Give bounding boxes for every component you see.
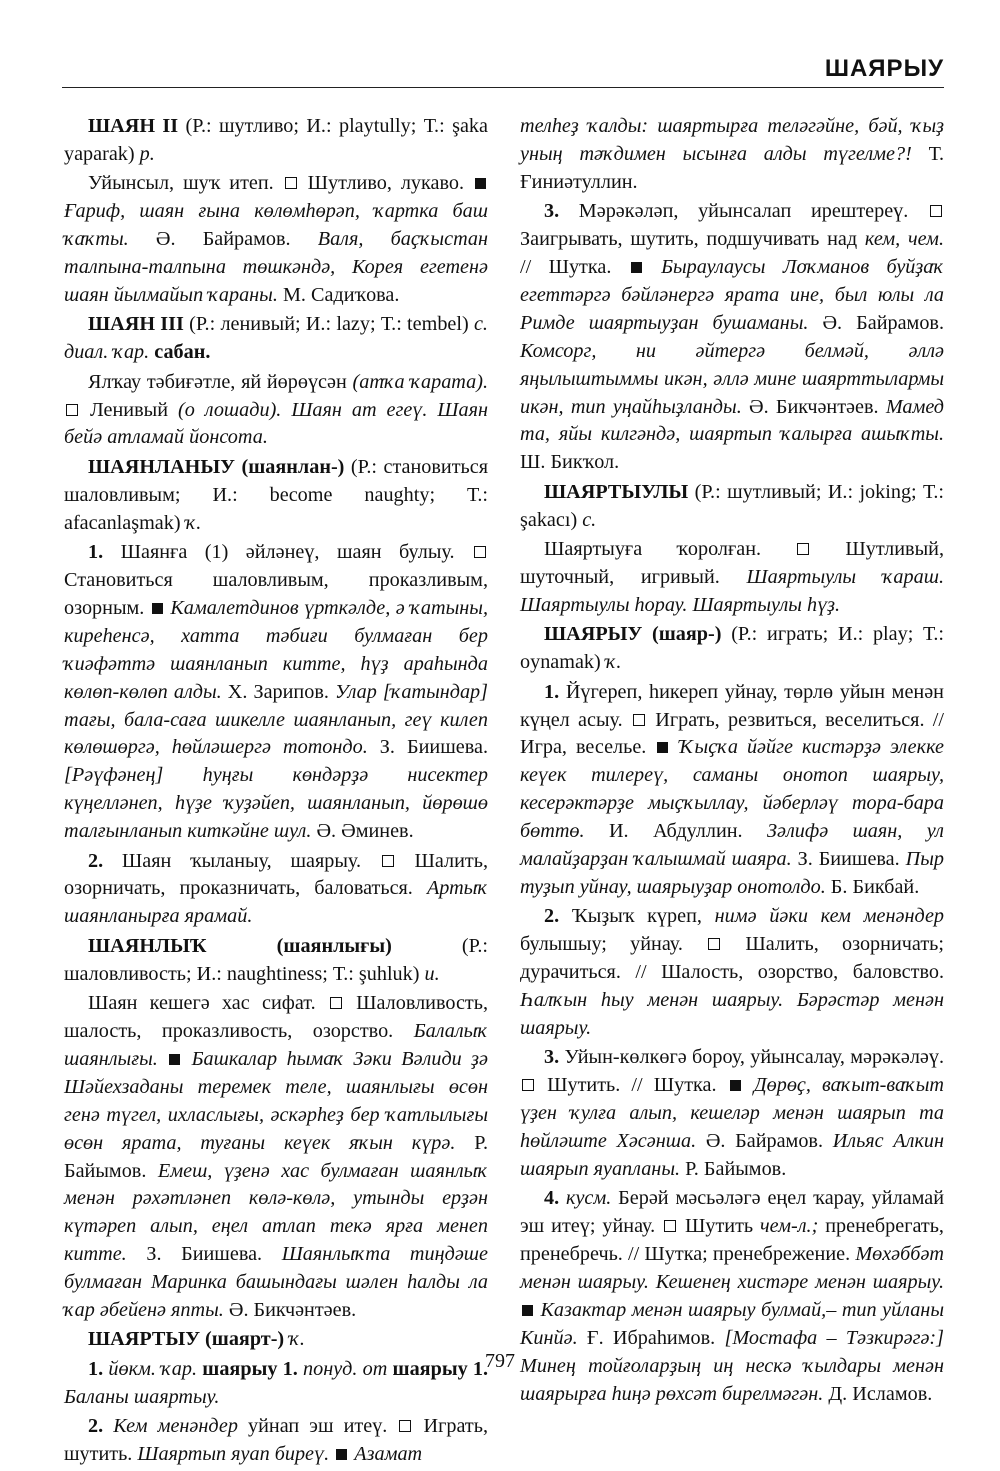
left-column xyxy=(64,113,488,1471)
text: Ш. Бикҡол. xyxy=(520,451,620,474)
text: Уйынсыл, шуҡ итеп. xyxy=(88,172,283,195)
dictionary-entry xyxy=(64,311,488,367)
text: Шалить, озорничать, проказничать, баловаться. xyxy=(64,849,488,900)
black-square-marker-icon xyxy=(152,603,163,614)
text: Шалить, озорничать; дурачиться. // Шалость, озорство, баловство. xyxy=(520,933,944,984)
italic-text: (о лошади). xyxy=(177,398,282,421)
definition-paragraph xyxy=(520,903,944,1043)
text: Ялҡау тәбиғәтле, яй йөрөүсән xyxy=(88,370,353,393)
italic-text: Шаянлыҡта тиңдәше булмаған Маринка башындағы шәлен һалды ла ҡар әбейенә япты. xyxy=(64,1243,488,1322)
text: Ә. Байрамов. xyxy=(696,1130,833,1153)
text: Шаян ҡыланыу, шаярыу. xyxy=(103,849,380,872)
text: Заигрывать, шутить, подшучивать над xyxy=(520,228,865,251)
definition-paragraph xyxy=(64,990,488,1325)
italic-text: Һалҡын һыу менән шаярыу. Бәрәстәр менән шаярыу. xyxy=(520,989,944,1039)
italic-text: Кем менәндер xyxy=(113,1415,238,1438)
text: Д. Исламов. xyxy=(823,1382,933,1405)
bold-text: 3. xyxy=(544,200,560,223)
dictionary-entry xyxy=(64,933,488,989)
white-square-marker-icon xyxy=(330,997,342,1009)
italic-text: чем-л.; xyxy=(760,1215,819,1238)
italic-text: Камалетдинов үрткәлде, ә ҡатыны, киреһенсә, хатта тәбиғи булмаған бер ҡиәфәттә шаянланып китте, һүҙ араһында көлөп-көлөп алды. xyxy=(64,596,488,703)
text: Ә. Байрамов. xyxy=(808,311,944,334)
text: Шутить xyxy=(678,1215,761,1238)
text: Становиться шаловливым, проказливым, озорным. xyxy=(64,569,488,619)
italic-text: Балалыҡ шаянлығы. xyxy=(64,1020,488,1070)
text: Ә. Бикчәнтәев. xyxy=(741,395,886,418)
text: Б. Бикбай. xyxy=(825,875,920,898)
italic-text: Мөхәббәт менән шаярыу. Кешенең хистәре менән шаярыу. xyxy=(520,1243,944,1294)
white-square-marker-icon xyxy=(797,543,809,555)
text: Шутливо, лукаво. xyxy=(298,172,474,195)
italic-text: нимә йәки кем менәндер xyxy=(714,905,944,928)
italic-text: Баланы шаяртыу. xyxy=(64,1385,220,1408)
text xyxy=(103,1415,113,1437)
italic-text: Пыр туҙып уйнау, шаярыуҙар онотолдо. xyxy=(520,848,944,898)
white-square-marker-icon xyxy=(522,1079,534,1091)
bold-text: 2. xyxy=(88,1415,104,1438)
text: (Р.: играть; И.: play; Т.: oynamak) xyxy=(520,623,945,674)
black-square-marker-icon xyxy=(657,742,668,753)
black-square-marker-icon xyxy=(522,1305,533,1316)
bold-text: 2. xyxy=(544,905,560,928)
text: Шаянға (1) әйләнеү, шаян булыу. xyxy=(103,541,472,564)
text: уйнап эш итеү. xyxy=(237,1415,398,1438)
bold-text: 1. xyxy=(88,541,104,564)
text: И. Абдуллин. xyxy=(584,820,768,843)
italic-text: Улар [ҡатындар] тағы, бала-саға шикелле шаянланып, геү килеп көлөшөргә, һөйләшергә тотондо. xyxy=(64,680,489,759)
text: Х. Зарипов. xyxy=(221,680,335,703)
text: Играть, шутить. xyxy=(64,1415,488,1466)
bold-text: 2. xyxy=(88,849,104,872)
text: Йүгереп, һикереп уйнау, төрлө уйын менән күңел асыу. xyxy=(520,680,944,731)
italic-text: Шаяртыулы ҡараш. Шаяртыулы һорау. Шаяртыулы һүҙ. xyxy=(520,566,945,616)
definition-paragraph xyxy=(520,198,944,477)
italic-text: телһеҙ ҡалды: шаяртырға теләгәйне, бәй, ҡыҙ уның тәҡдимен ысынға алды түгелме?! xyxy=(520,115,944,165)
white-square-marker-icon xyxy=(664,1220,676,1232)
italic-text: ҡ. xyxy=(605,651,622,674)
italic-text: с. диал. ҡар. xyxy=(64,313,488,364)
text: М. Садиҡова. xyxy=(277,283,400,306)
text: З. Биишева. xyxy=(791,848,906,871)
italic-text: Емеш, үҙенә хас булмаған шаянлыҡ менән рәхәтләнеп көлә-көлә, утынды ерҙән күтәреп алып, еңел атлап текә ярға менеп китте. xyxy=(64,1159,488,1266)
text: Ҡыҙыҡ күреп, xyxy=(559,905,715,928)
dictionary-entry xyxy=(520,621,944,677)
text: // Шутка. xyxy=(520,256,629,279)
text: Мәрәкәләп, уйынсалап ирештереү. xyxy=(559,200,928,223)
white-square-marker-icon xyxy=(382,855,394,867)
headword: ШАЯНЛЫҠ (шаянлығы) xyxy=(88,934,392,957)
dictionary-entry xyxy=(64,113,488,169)
text: пренебрегать, пренебречь. // Шутка; пренебрежение. xyxy=(520,1215,944,1266)
italic-text: Ҡыҫҡа йәйге кистәрҙә элекке кеүек тилереү, саманы онотоп шаярыу, кесерәктәрҙе мыҫҡыллау, йәберләү тора-бара бөттө. xyxy=(520,736,944,843)
text: Шутливый, шуточный, игривый. xyxy=(520,538,944,588)
dictionary-entry xyxy=(64,454,488,538)
italic-text: Быраулаусы Лоҡманов буйҙаҡ егеттәргә бәйләнергә ярата ине, был юлы ла Римде шаяртыуҙан бушаманы. xyxy=(520,256,945,334)
black-square-marker-icon xyxy=(336,1449,347,1460)
text: Ленивый xyxy=(80,398,178,421)
text: З. Биишева. xyxy=(367,736,488,759)
italic-text: [Мостафа – Тәзкирәгә:] Минең тойғоларҙың иң нескә ҡылдары менән шаярырға һиңә рөхсәт бирелмәгән. xyxy=(520,1326,944,1405)
text: Ә. Әминев. xyxy=(311,820,414,843)
text: Т. Ғиниәтуллин. xyxy=(520,142,944,193)
running-header: ШАЯРЫУ xyxy=(824,55,944,82)
text: (Р.: шаловливость; И.: naughtiness; Т.: şuhluk) xyxy=(64,934,488,985)
white-square-marker-icon xyxy=(930,205,942,217)
text: Р. Байымов. xyxy=(680,1158,787,1181)
text xyxy=(559,1187,566,1209)
headword: ШАЯРЫУ (шаяр-) xyxy=(544,623,722,646)
right-column xyxy=(520,113,944,1410)
headword: ШАЯН III xyxy=(88,313,184,336)
bold-text: шаярыу 1. xyxy=(392,1357,489,1380)
text: З. Биишева. xyxy=(126,1243,282,1266)
text: (Р.: ленивый; И.: lazy; Т.: tembel) xyxy=(183,313,474,336)
italic-text: Дөрөҫ, ваҡыт-ваҡыт үҙен ҡулға алып, кешеләр менән шаярып та һөйләште Хәсәнша. xyxy=(520,1074,945,1153)
headword: ШАЯНЛАНЫУ (шаянлан-) xyxy=(88,455,345,478)
italic-text: Азамат xyxy=(349,1443,423,1466)
text xyxy=(281,399,291,421)
dictionary-entry xyxy=(64,1326,488,1354)
bold-text: сабан. xyxy=(154,341,211,364)
headword: ШАЯРТЫУЛЫ xyxy=(544,480,689,503)
definition-paragraph xyxy=(520,536,944,620)
definition-paragraph xyxy=(64,1413,488,1469)
italic-text: Шаян ат егеү. Шаян бейә атламай йонсота. xyxy=(64,398,488,449)
text: Уйын-көлкөгә бороу, уйынсалау, мәрәкәләү. xyxy=(559,1046,944,1069)
italic-text: Валя, баҫҡыстан талпына-талпына төшкәндә, Корея егетенә шаян йылмайып ҡараны. xyxy=(64,228,488,306)
italic-text: кусм. xyxy=(566,1187,612,1210)
italic-text: Шаяртып яуап биреү. xyxy=(137,1443,330,1466)
italic-text: и. xyxy=(424,962,440,985)
text: (Р.: шутливо; И.: playtully; Т.: şaka yaparak) xyxy=(64,115,488,165)
white-square-marker-icon xyxy=(399,1420,411,1432)
text: Берәй мәсьәләгә еңел ҡарау, уйламай эш итеү; уйнау. xyxy=(520,1187,945,1238)
italic-text: [Рәүфәнең] һуңғы көндәрҙә нисектер күңелләнеп, һүҙе ҡуҙәйеп, шаянланып, йөрөшө талғынланып киткәйне шул. xyxy=(64,764,488,843)
italic-text: Башкалар һымаҡ Зәки Вәлиди ҙә Шәйехзаданы теремек теле, шаянлығы өсөн генә түгел, ихласлығы, әскәрһеҙ бер ҡатлылығы өсөн ярата, туғаны кеүек яҡын күрә. xyxy=(64,1047,488,1154)
text: Р. Байымов. xyxy=(64,1131,488,1182)
text: Шаловливость, шалость, проказливость, озорство. xyxy=(64,992,488,1042)
dictionary-entry xyxy=(520,479,944,535)
bold-text: шаярыу 1. xyxy=(202,1357,298,1380)
italic-text: понуд. от xyxy=(303,1357,388,1380)
text: Шаяртыуға ҡоролған. xyxy=(544,538,796,561)
italic-text: Артыҡ шаянланырға ярамай. xyxy=(64,877,488,928)
black-square-marker-icon xyxy=(631,262,642,273)
italic-text: Зәлифә шаян, ул малайҙарҙан ҡалышмай шаяра. xyxy=(520,820,944,871)
definition-paragraph xyxy=(64,1356,488,1412)
italic-text: (атҡа ҡарата). xyxy=(352,370,488,393)
text: булышыу; уйнау. xyxy=(520,933,707,956)
italic-text: ҡ. xyxy=(289,1328,305,1351)
italic-text: ҡ. xyxy=(185,511,202,534)
definition-paragraph xyxy=(64,369,488,453)
headword: ШАЯРТЫУ (шаярт-) xyxy=(88,1328,285,1351)
definition-paragraph xyxy=(64,539,488,846)
black-square-marker-icon xyxy=(475,178,486,189)
italic-text: с. xyxy=(582,508,597,531)
bold-text: 1. xyxy=(88,1357,104,1380)
header-rule xyxy=(62,87,944,88)
italic-text: Ильяс Алкин шаярып яуапланы. xyxy=(520,1130,944,1181)
text: Ә. Бикчәнтәев. xyxy=(223,1299,357,1322)
text xyxy=(329,1443,334,1465)
definition-paragraph xyxy=(520,679,944,902)
text: Шаян кешегә хас сифат. xyxy=(88,992,328,1015)
page-number: 797 xyxy=(485,1350,515,1372)
text: Играть, резвиться, веселиться. // Игра, веселье. xyxy=(520,708,945,759)
bold-text: 1. xyxy=(544,680,560,703)
text: Шутить. // Шутка. xyxy=(536,1074,728,1097)
white-square-marker-icon xyxy=(474,546,486,558)
definition-paragraph xyxy=(520,1185,944,1408)
text: (Р.: шутливый; И.: joking; Т.: şakacı) xyxy=(520,480,944,531)
white-square-marker-icon xyxy=(708,938,720,950)
white-square-marker-icon xyxy=(66,404,78,416)
italic-text: кем, чем. xyxy=(864,228,944,251)
italic-text: йөкм. ҡар. xyxy=(108,1357,198,1380)
definition-paragraph xyxy=(520,1044,944,1184)
black-square-marker-icon xyxy=(730,1080,741,1091)
headword: ШАЯН II xyxy=(88,115,179,137)
italic-text: p. xyxy=(139,142,155,165)
text: Ғ. Ибраһимов. xyxy=(577,1326,725,1349)
text xyxy=(158,1048,167,1070)
text: Ә. Байрамов. xyxy=(128,228,318,251)
bold-text: 4. xyxy=(544,1187,560,1210)
white-square-marker-icon xyxy=(285,177,297,189)
bold-text: 3. xyxy=(544,1046,560,1069)
italic-text: Ғариф, шаян ғына көлөмһөрәп, ҡартка баш ҡаҡты. xyxy=(64,200,488,251)
italic-text: Мамед та, яйы килгәндә, шаяртып ҡалырға ашыҡты. xyxy=(520,395,945,446)
italic-text: Казактар менән шаярыу булмай,– тип уйланы Кинйә. xyxy=(520,1299,944,1349)
definition-paragraph xyxy=(64,170,488,310)
black-square-marker-icon xyxy=(169,1054,180,1065)
definition-paragraph xyxy=(64,848,488,932)
continued-paragraph xyxy=(520,113,944,197)
text: (Р.: становиться шаловливым; И.: become naughty; Т.: afacanlaşmak) xyxy=(64,455,488,534)
italic-text: Комсорг, ни әйтергә белмәй, әллә яңылыштыммы икән, әллә мине шаярттылармы икән, тип уңайһыҙланды. xyxy=(520,339,944,418)
white-square-marker-icon xyxy=(633,714,645,726)
